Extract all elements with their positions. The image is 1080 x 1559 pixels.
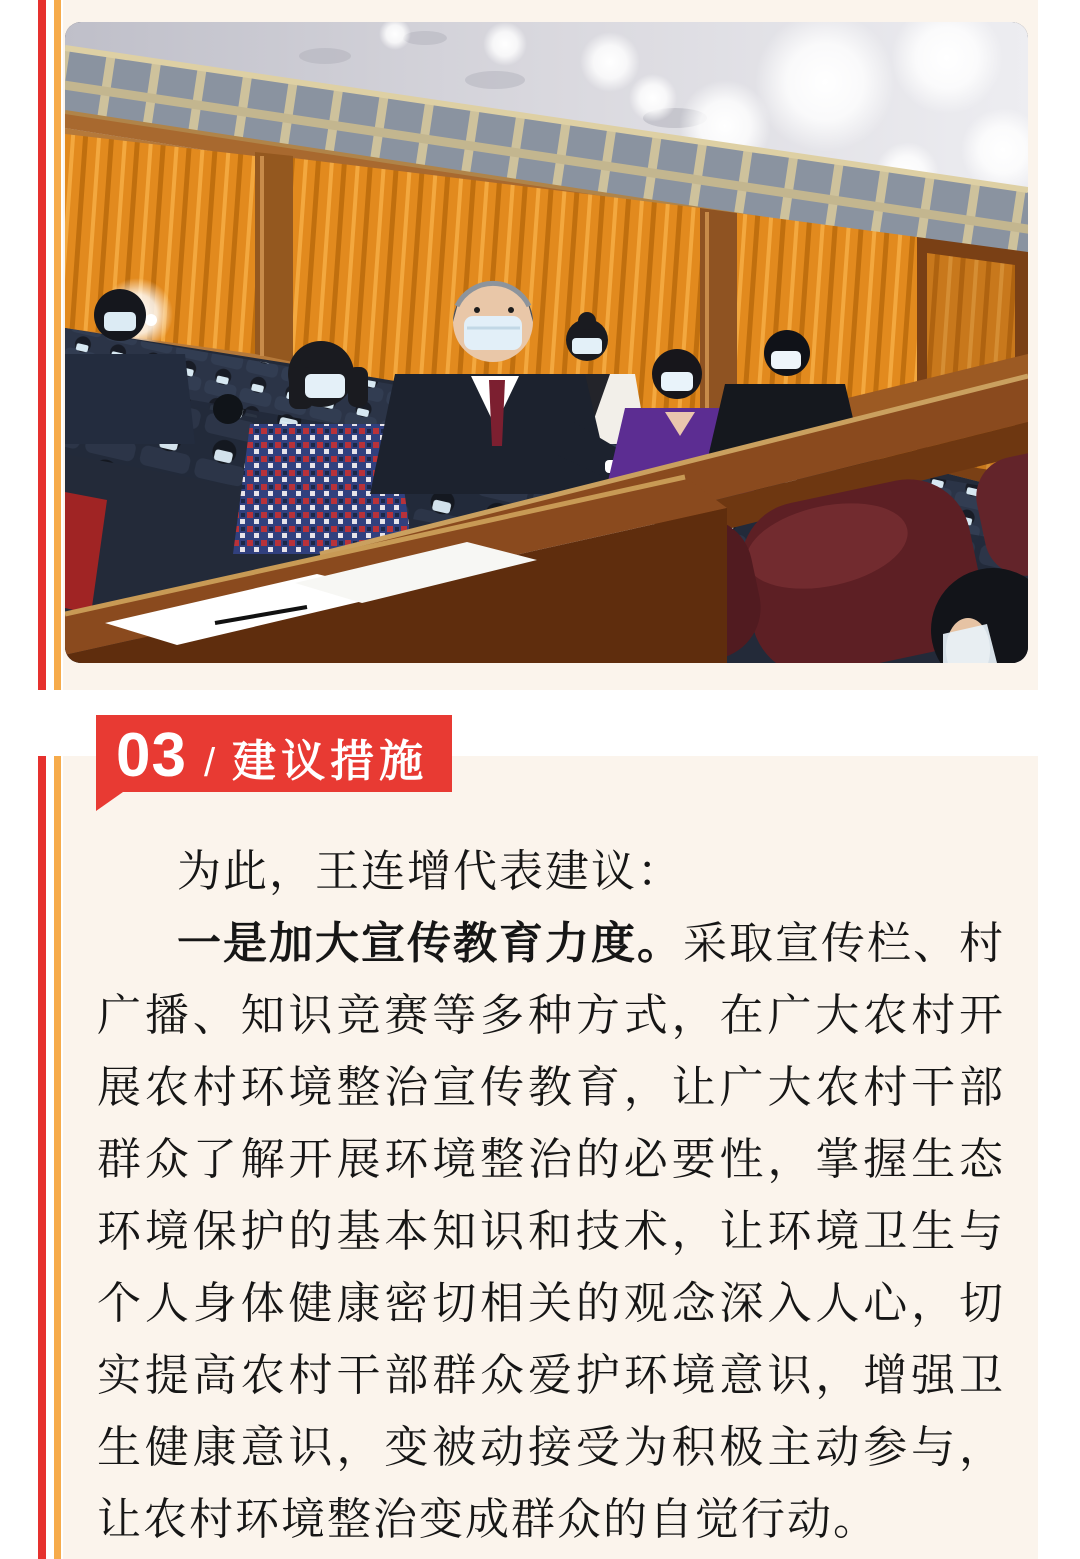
section-title: 建议措施 (232, 737, 429, 786)
section-banner (96, 715, 452, 792)
banner-tail (96, 792, 123, 811)
point-1-body: 采取宣传栏、村广播、知识竞赛等多种方式，在广大农村开展农村环境整治宣传教育，让广大农村干部群众了解开展环境整治的必要性，掌握生态环境保护的基本知识和技术，让环境卫生与个人身体健康密切相关的观念深入人心，切实提高农村干部群众爱护环境意识，增强卫生健康意识，变被动接受为积极主动参与，让农村环境整治变成群众的自觉行动。 (97, 919, 1005, 1544)
left-accent-stripe-orange (54, 0, 61, 690)
photo-section (38, 0, 1038, 690)
left-accent-stripe-orange (54, 756, 61, 1559)
paragraph-point-1 (97, 908, 1005, 1556)
point-1-lead: 一是加大宣传教育力度。 (177, 919, 683, 968)
article-body (97, 836, 1005, 1556)
left-accent-stripe-red (38, 0, 46, 690)
section-separator: / (203, 741, 216, 785)
conference-photo-illustration (65, 22, 1028, 663)
section-number: 03 (116, 721, 187, 790)
paragraph-intro (97, 836, 1005, 908)
conference-photo (65, 22, 1028, 663)
left-accent-stripe-red (38, 756, 46, 1559)
intro-text: 为此，王连增代表建议： (177, 847, 683, 896)
